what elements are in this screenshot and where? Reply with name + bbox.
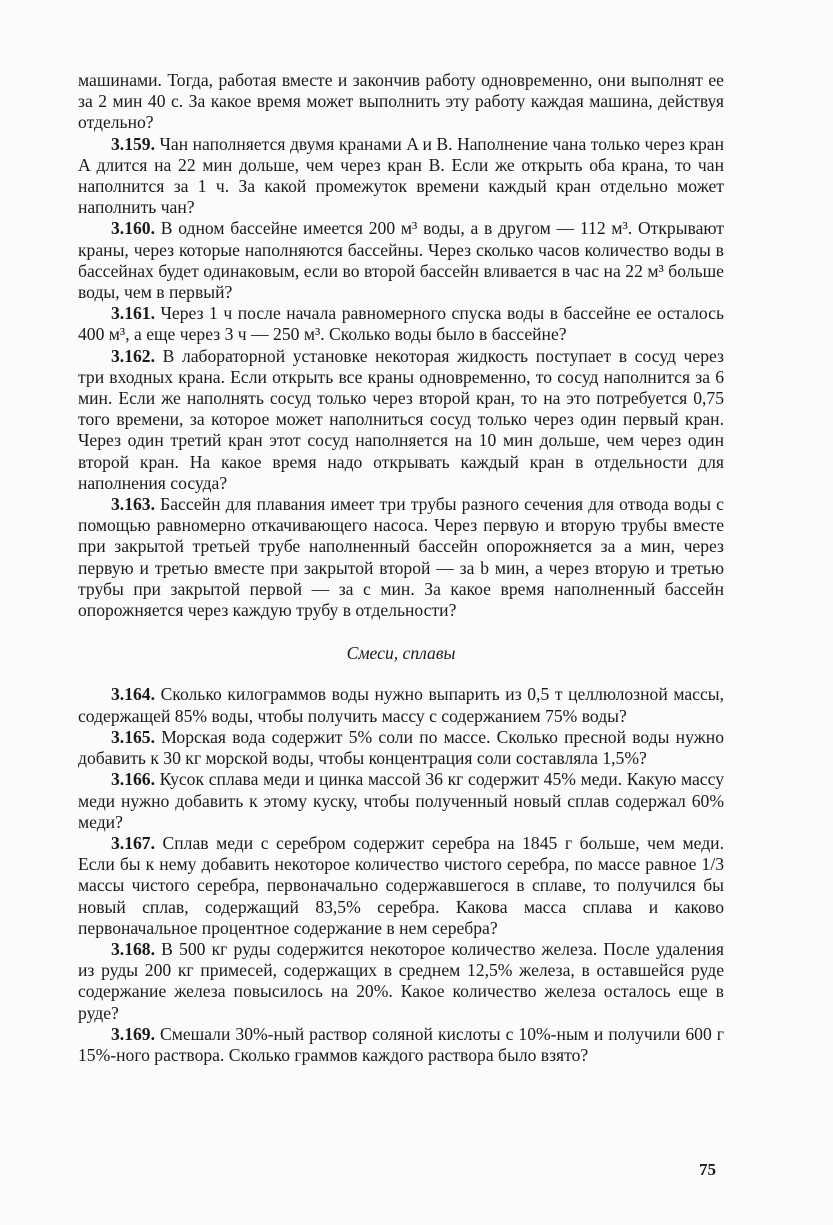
problem-3-167: [78, 833, 724, 939]
problem-text: В одном бассейне имеется 200 м³ воды, а в другом — 112 м³. Открывают краны, через которые наполняются бассейны. Через сколько часов количество воды в бассейнах будет одинаковым, если во второй бассейн вливается в час на 22 м³ больше воды, чем в первый?: [78, 218, 724, 303]
problem-text: В 500 кг руды содержится некоторое количество железа. После удаления из руды 200 кг примесей, содержащих в среднем 12,5% железа, в оставшейся руде содержание железа повысилось на 20%. Какое количество железа осталось еще в руде?: [78, 938, 724, 1023]
problem-3-168: [78, 939, 724, 1024]
problem-3-159: [78, 134, 724, 219]
problem-number: 3.167.: [111, 832, 155, 853]
problem-text: Чан наполняется двумя кранами A и B. Наполнение чана только через кран A длится на 22 мин дольше, чем через кран B. Если же открыть оба крана, то чан наполнится за 1 ч. За какой промежуток времени каждый кран отдельно может наполнить чан?: [78, 133, 724, 218]
page-number: 75: [699, 1160, 716, 1179]
problem-number: 3.162.: [111, 345, 155, 366]
paragraph-continuation: [78, 70, 724, 134]
problem-text: Сплав меди с серебром содержит серебра на 1845 г больше, чем меди. Если бы к нему добавить некоторое количество чистого серебра, по массе равное 1/3 массы чистого серебра, первоначально содержавшегося в сплаве, то получился бы новый сплав, содержащий 83,5% серебра. Какова масса сплава и каково первоначальное процентное содержание в нем серебра?: [78, 832, 724, 938]
problem-text: Морская вода содержит 5% соли по массе. Сколько пресной воды нужно добавить к 30 кг морской воды, чтобы концентрация соли составляла 1,5%?: [78, 726, 724, 769]
problem-number: 3.166.: [111, 769, 155, 790]
problem-3-162: [78, 346, 724, 494]
problem-number: 3.164.: [111, 684, 155, 705]
paragraphs-top: [78, 70, 724, 621]
problem-3-166: [78, 769, 724, 833]
paragraph-text: машинами. Тогда, работая вместе и закончив работу одновременно, они выполнят ее за 2 мин 40 с. За какое время может выполнить эту работу каждая машина, действуя отдельно?: [78, 70, 724, 133]
problem-text: Кусок сплава меди и цинка массой 36 кг содержит 45% меди. Какую массу меди нужно добавить к этому куску, чтобы полученный новый сплав содержал 60% меди?: [78, 769, 724, 832]
problem-text: Сколько килограммов воды нужно выпарить из 0,5 т целлюлозной массы, содержащей 85% воды, чтобы получить массу с содержанием 75% воды?: [78, 684, 724, 726]
problem-3-165: [78, 727, 724, 769]
problem-number: 3.163.: [111, 494, 155, 515]
problem-3-163: [78, 494, 724, 621]
problem-text: Смешали 30%-ный раствор соляной кислоты с 10%-ным и получили 600 г 15%-ного раствора. Сколько граммов каждого раствора было взято?: [78, 1023, 724, 1065]
problem-number: 3.165.: [111, 726, 155, 747]
problem-3-160: [78, 218, 724, 303]
problem-3-161: [78, 303, 724, 345]
problem-number: 3.168.: [111, 938, 155, 959]
problem-number: 3.160.: [111, 218, 155, 239]
problem-text: Бассейн для плавания имеет три трубы разного сечения для отвода воды с помощью равномерно откачивающего насоса. Через первую и вторую трубы вместе при закрытой третьей трубе наполненный бассейн опорожняется за a мин, через первую и третью вместе при закрытой второй — за b мин, а через вторую и третью трубы при закрытой первой — за c мин. За какое время наполненный бассейн опорожняется через каждую трубу в отдельности?: [78, 494, 724, 621]
problem-text: В лабораторной установке некоторая жидкость поступает в сосуд через три входных крана. Если открыть все краны одновременно, то сосуд наполнится за 6 мин. Если же наполнять сосуд только через второй кран, то на это потребуется 0,75 того времени, за которое может наполниться сосуд только через один первый кран. Через один третий кран этот сосуд наполняется на 10 мин дольше, чем через один второй кран. На какое время надо открывать каждый кран в отдельности для наполнения сосуда?: [78, 345, 724, 493]
problem-text: Через 1 ч после начала равномерного спуска воды в бассейне ее осталось 400 м³, а еще через 3 ч — 250 м³. Сколько воды было в бассейне?: [78, 303, 724, 345]
page-body: [78, 70, 724, 1066]
problem-number: 3.169.: [111, 1023, 155, 1044]
problem-3-169: [78, 1024, 724, 1066]
problem-number: 3.159.: [111, 133, 155, 154]
problem-3-164: [78, 684, 724, 726]
problem-number: 3.161.: [111, 303, 155, 324]
section-title: Смеси, сплавы: [346, 643, 456, 664]
paragraphs-bottom: [78, 684, 724, 1066]
